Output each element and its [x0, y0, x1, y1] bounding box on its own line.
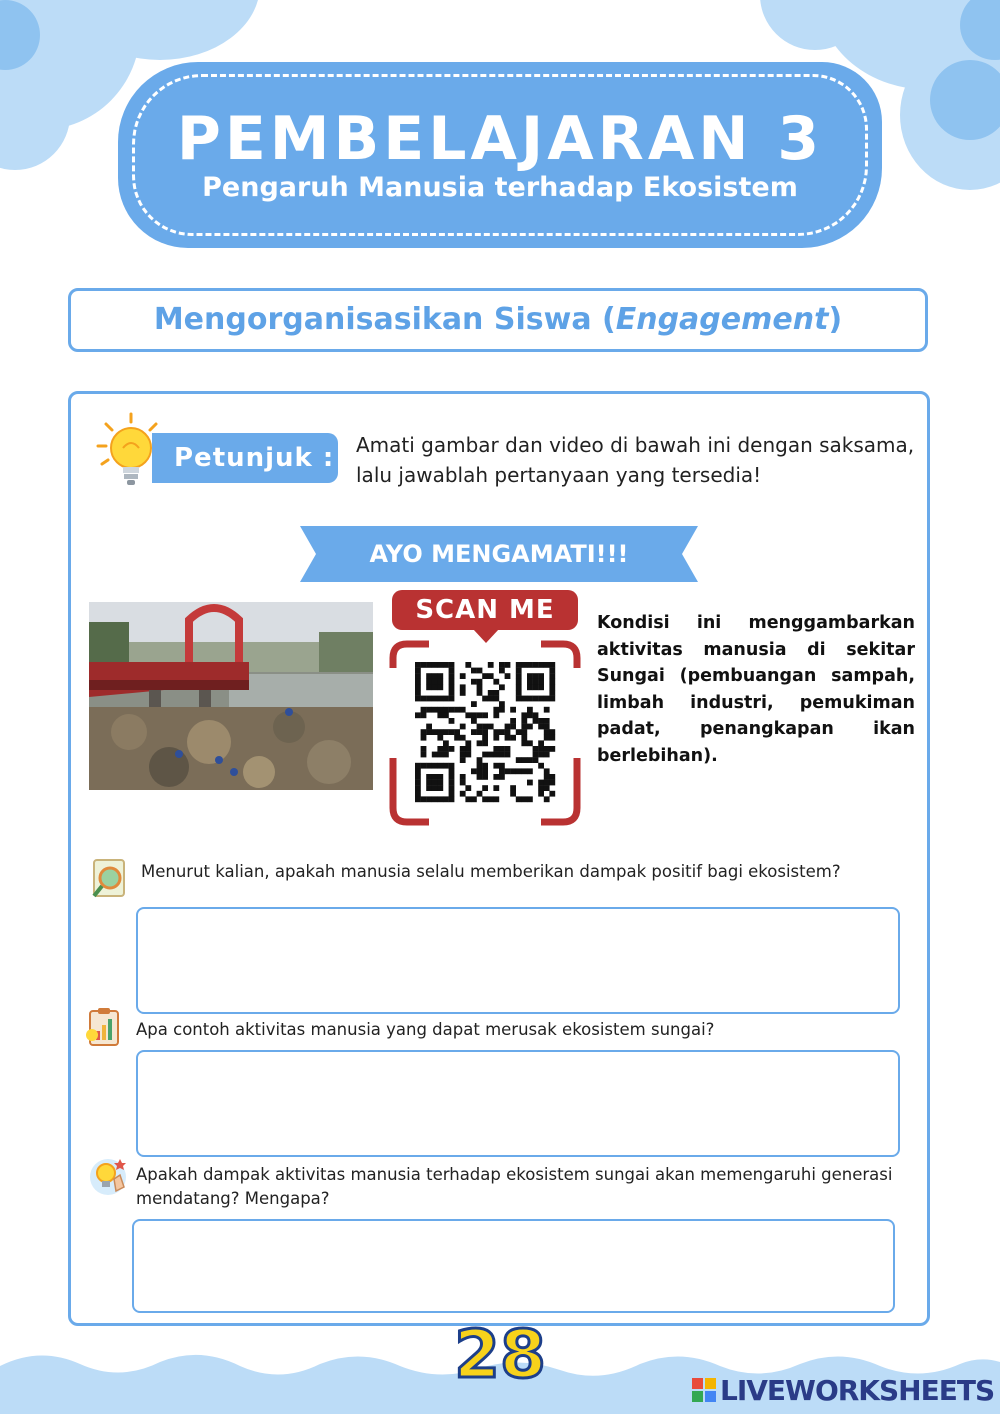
page-number: 28	[454, 1316, 546, 1393]
liveworksheets-logo-icon	[692, 1378, 716, 1402]
question-2: Apa contoh aktivitas manusia yang dapat merusak ekosistem sungai?	[136, 1020, 715, 1039]
ribbon-label: AYO MENGAMATI!!!	[369, 540, 629, 568]
magnifier-document-icon	[88, 856, 132, 900]
lightbulb-hand-icon	[86, 1153, 130, 1197]
question-1: Menurut kalian, apakah manusia selalu memberikan dampak positif bagi ekosistem?	[141, 862, 841, 881]
petunjuk-label: Petunjuk :	[152, 433, 338, 483]
brand-wordmark: LIVEWORKSHEETS	[720, 1374, 995, 1407]
answer-box-2[interactable]	[136, 1050, 900, 1157]
qr-code-icon	[415, 662, 555, 802]
section-heading: Mengorganisasikan Siswa (Engagement)	[68, 288, 928, 352]
instruction-text: Amati gambar dan video di bawah ini dengan saksama, lalu jawablah pertanyaan yang tersedia!	[356, 433, 915, 487]
page-title: PEMBELAJARAN 3	[176, 104, 824, 174]
clipboard-chart-icon	[82, 1005, 126, 1049]
page-subtitle: Pengaruh Manusia terhadap Ekosistem	[202, 172, 798, 203]
photo-description: Kondisi ini menggambarkan aktivitas manusia di sekitar Sungai (pembuangan sampah, limbah industri, pemukiman padat, penangkapan ikan berlebihan).	[597, 613, 915, 766]
answer-box-3[interactable]	[132, 1219, 895, 1313]
river-pollution-photo	[89, 602, 373, 790]
question-3: Apakah dampak aktivitas manusia terhadap ekosistem sungai akan memengaruhi generasi mendatang? Mengapa?	[136, 1165, 893, 1208]
scan-me-label: SCAN ME	[415, 595, 555, 625]
answer-box-1[interactable]	[136, 907, 900, 1014]
